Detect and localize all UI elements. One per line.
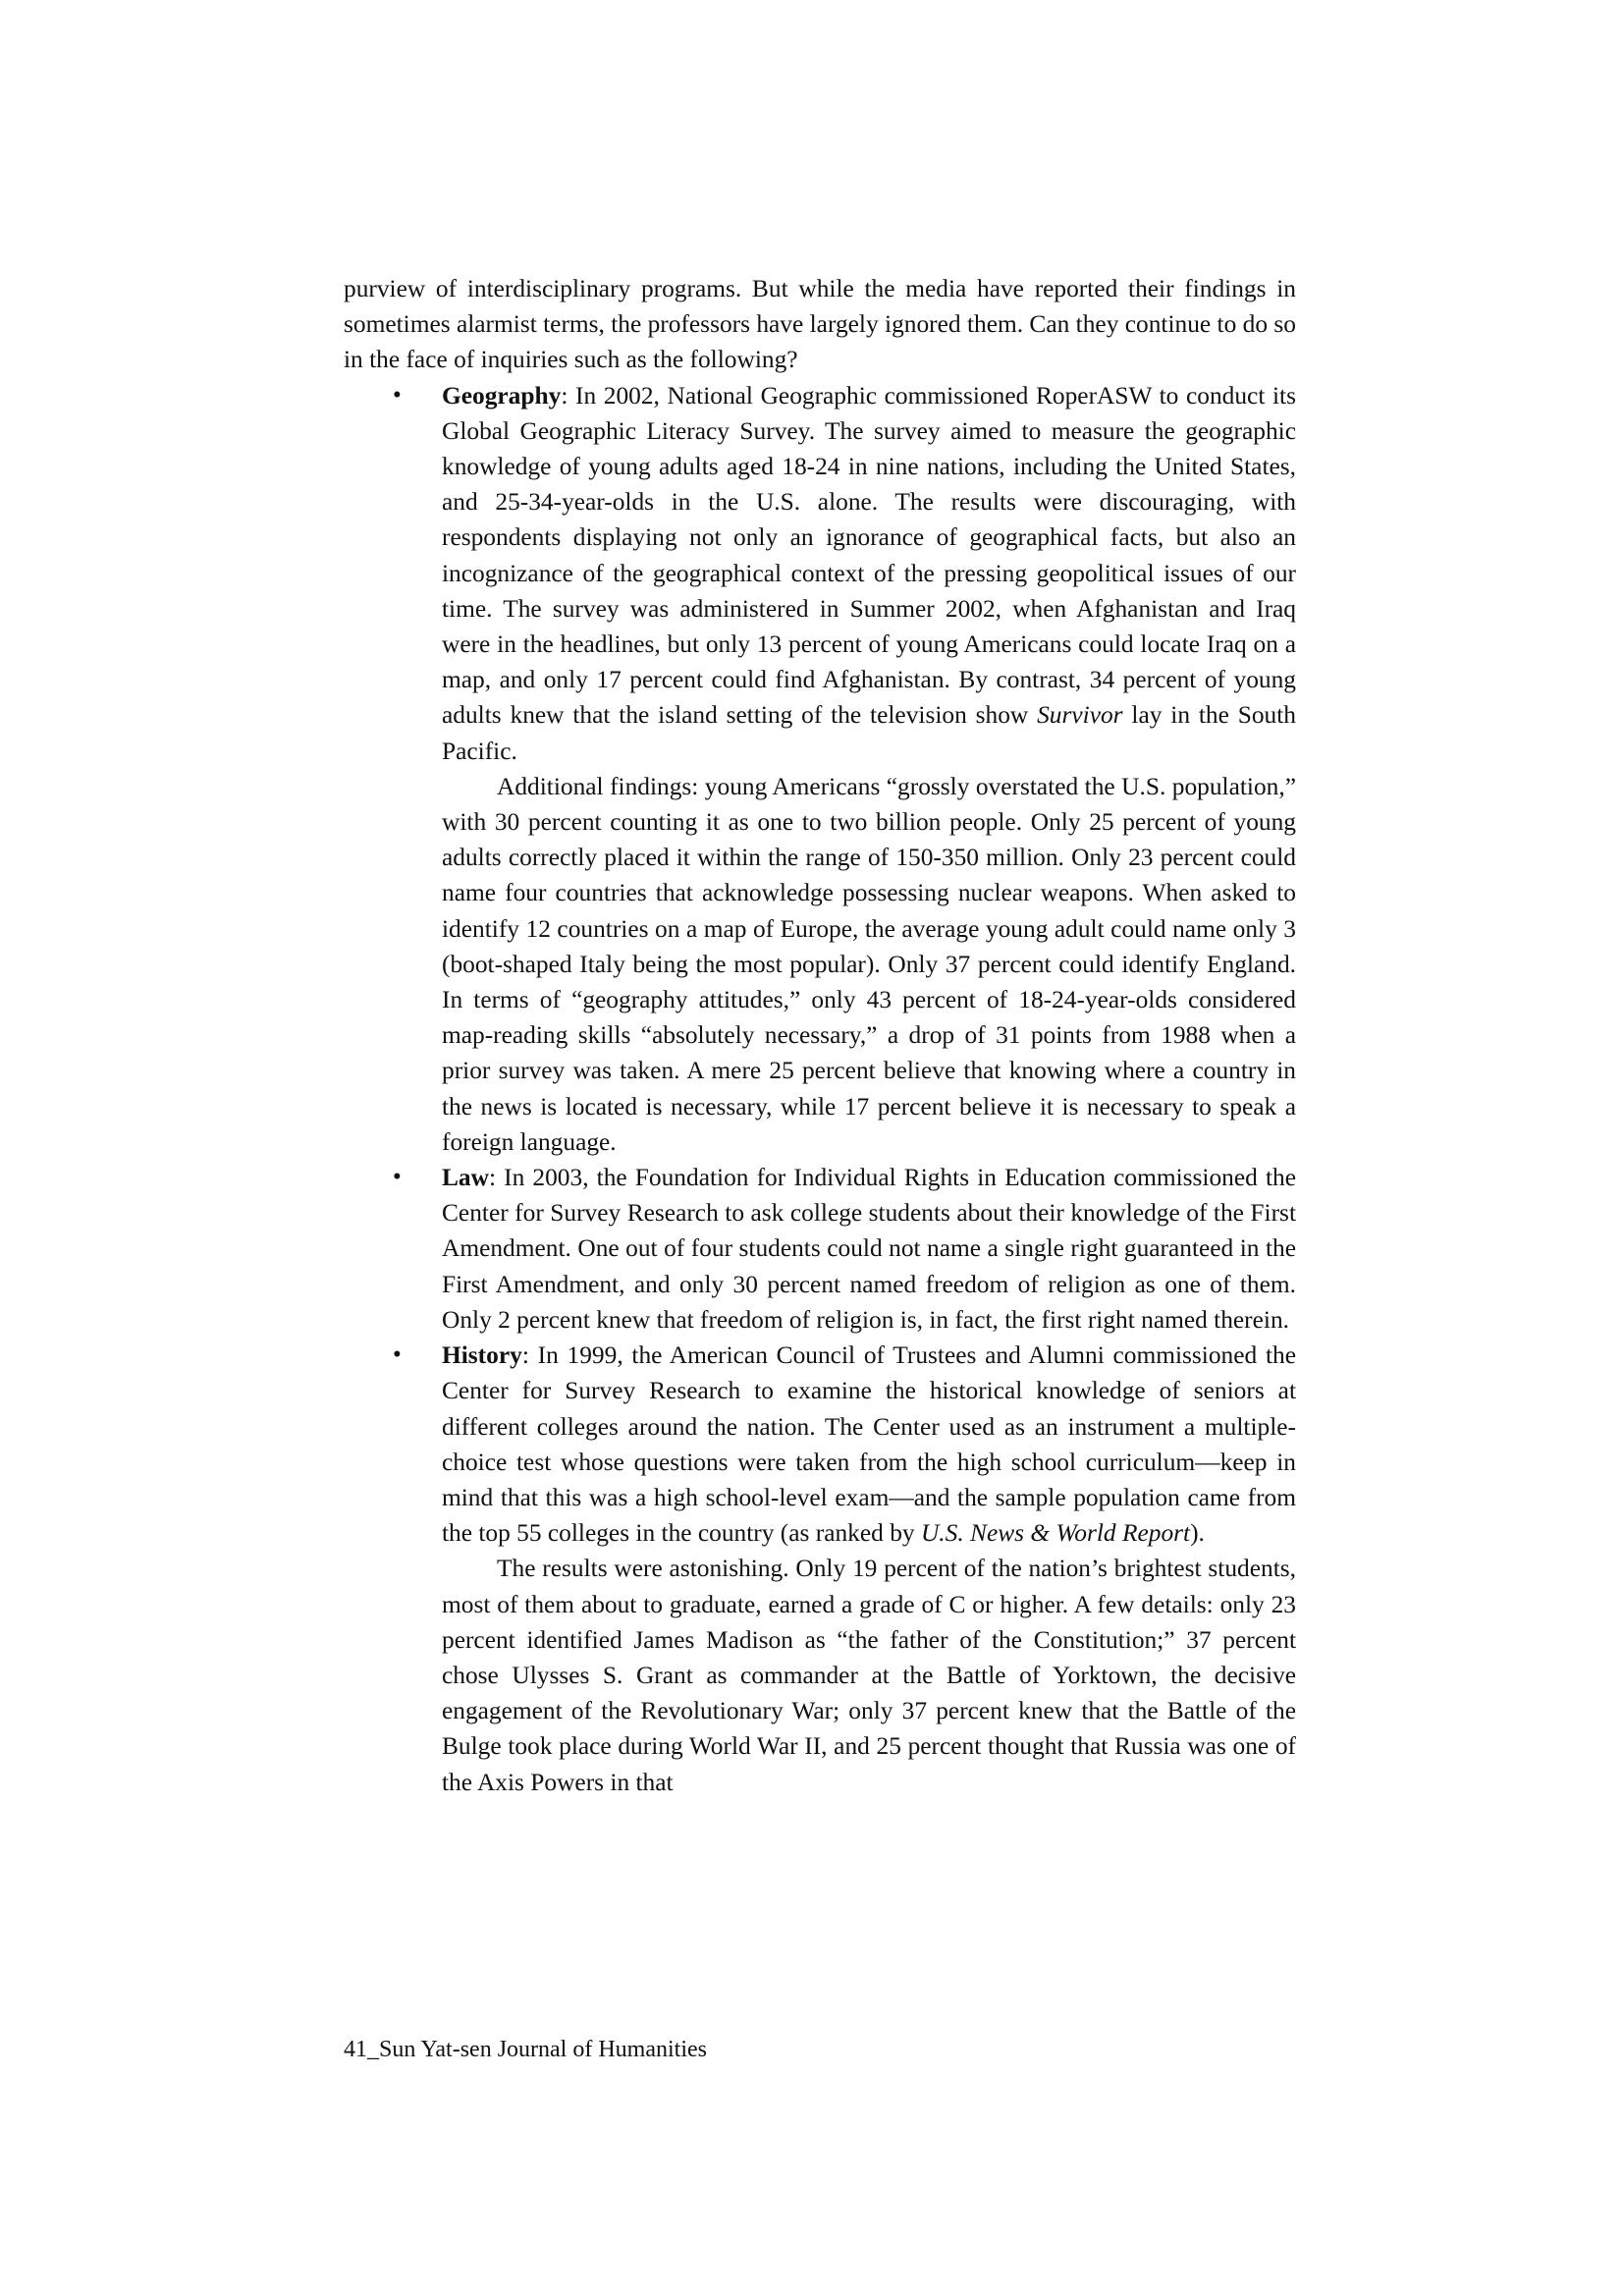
list-item-history: [344, 1338, 1296, 1800]
term-law: Law: [442, 1164, 489, 1192]
findings-list: [344, 378, 1296, 1800]
term-history: History: [442, 1341, 522, 1370]
bullet-icon: •: [393, 381, 402, 409]
list-item-geography: [344, 378, 1296, 1160]
law-paragraph-1: [442, 1160, 1296, 1338]
body-text: [344, 271, 1296, 1800]
bullet-icon: •: [393, 1164, 402, 1191]
geography-italic-title: Survivor: [1037, 701, 1123, 730]
bullet-icon: •: [393, 1341, 402, 1369]
history-paragraph-1: [442, 1338, 1296, 1551]
geography-paragraph-2: Additional findings: young Americans “grossly overstated the U.S. population,” with 30 percent counting it as one to two billion people. Only 25 percent of young adults correctly placed it within the range of 150-350 million. Only 23 percent could name four countries that acknowledge possessing nuclear weapons. When asked to identify 12 countries on a map of Europe, the average young adult could name only 3 (boot-shaped Italy being the most popular). Only 37 percent could identify England. In terms of “geography attitudes,” only 43 percent of 18-24-year-olds considered map-reading skills “absolutely necessary,” a drop of 31 points from 1988 when a prior survey was taken. A mere 25 percent believe that knowing where a country in the news is located is necessary, while 17 percent believe it is necessary to speak a foreign language.: [442, 772, 1296, 1156]
history-text-b: ).: [1190, 1519, 1205, 1548]
history-italic-title: U.S. News & World Report: [920, 1519, 1191, 1548]
history-text-a: : In 1999, the American Council of Trustees and Alumni commissioned the Center for Survey Research to examine the historical knowledge of seniors at different colleges around the nation. The Center used as an instrument a multiple-choice test whose questions were taken from the high school curriculum—keep in mind that this was a high school-level exam—and the sample population came from the top 55 colleges in the country (as ranked by: [442, 1341, 1296, 1548]
law-text: : In 2003, the Foundation for Individual Rights in Education commissioned the Center for Survey Research to ask college students about their knowledge of the First Amendment. One out of four students could not name a single right guaranteed in the First Amendment, and only 30 percent named freedom of religion as one of them. Only 2 percent knew that freedom of religion is, in fact, the first right named therein.: [442, 1164, 1296, 1334]
page-footer: 41_Sun Yat-sen Journal of Humanities: [344, 2037, 707, 2062]
geography-text-b: lay in the South Pacific.: [442, 701, 1296, 765]
history-paragraph-2: The results were astonishing. Only 19 percent of the nation’s brightest students, most of them about to graduate, earned a grade of C or higher. A few details: only 23 percent identified James Madison as “the father of the Constitution;” 37 percent chose Ulysses S. Grant as commander at the Battle of Yorktown, the decisive engagement of the Revolutionary War; only 37 percent knew that the Battle of the Bulge took place during World War II, and 25 percent thought that Russia was one of the Axis Powers in that: [442, 1555, 1296, 1796]
term-geography: Geography: [442, 381, 562, 410]
intro-paragraph: purview of interdisciplinary programs. But while the media have reported their findings in sometimes alarmist terms, the professors have largely ignored them. Can they continue to do so in the face of inquiries such as the following?: [344, 275, 1296, 374]
geography-paragraph-1: [442, 378, 1296, 769]
list-item-law: [344, 1160, 1296, 1338]
geography-text-a: : In 2002, National Geographic commissioned RoperASW to conduct its Global Geographic Literacy Survey. The survey aimed to measure the geographic knowledge of young adults aged 18-24 in nine nations, including the United States, and 25-34-year-olds in the U.S. alone. The results were discouraging, with respondents displaying not only an ignorance of geographical facts, but also an incognizance of the geographical context of the pressing geopolitical issues of our time. The survey was administered in Summer 2002, when Afghanistan and Iraq were in the headlines, but only 13 percent of young Americans could locate Iraq on a map, and only 17 percent could find Afghanistan. By contrast, 34 percent of young adults knew that the island setting of the television show: [442, 381, 1296, 730]
